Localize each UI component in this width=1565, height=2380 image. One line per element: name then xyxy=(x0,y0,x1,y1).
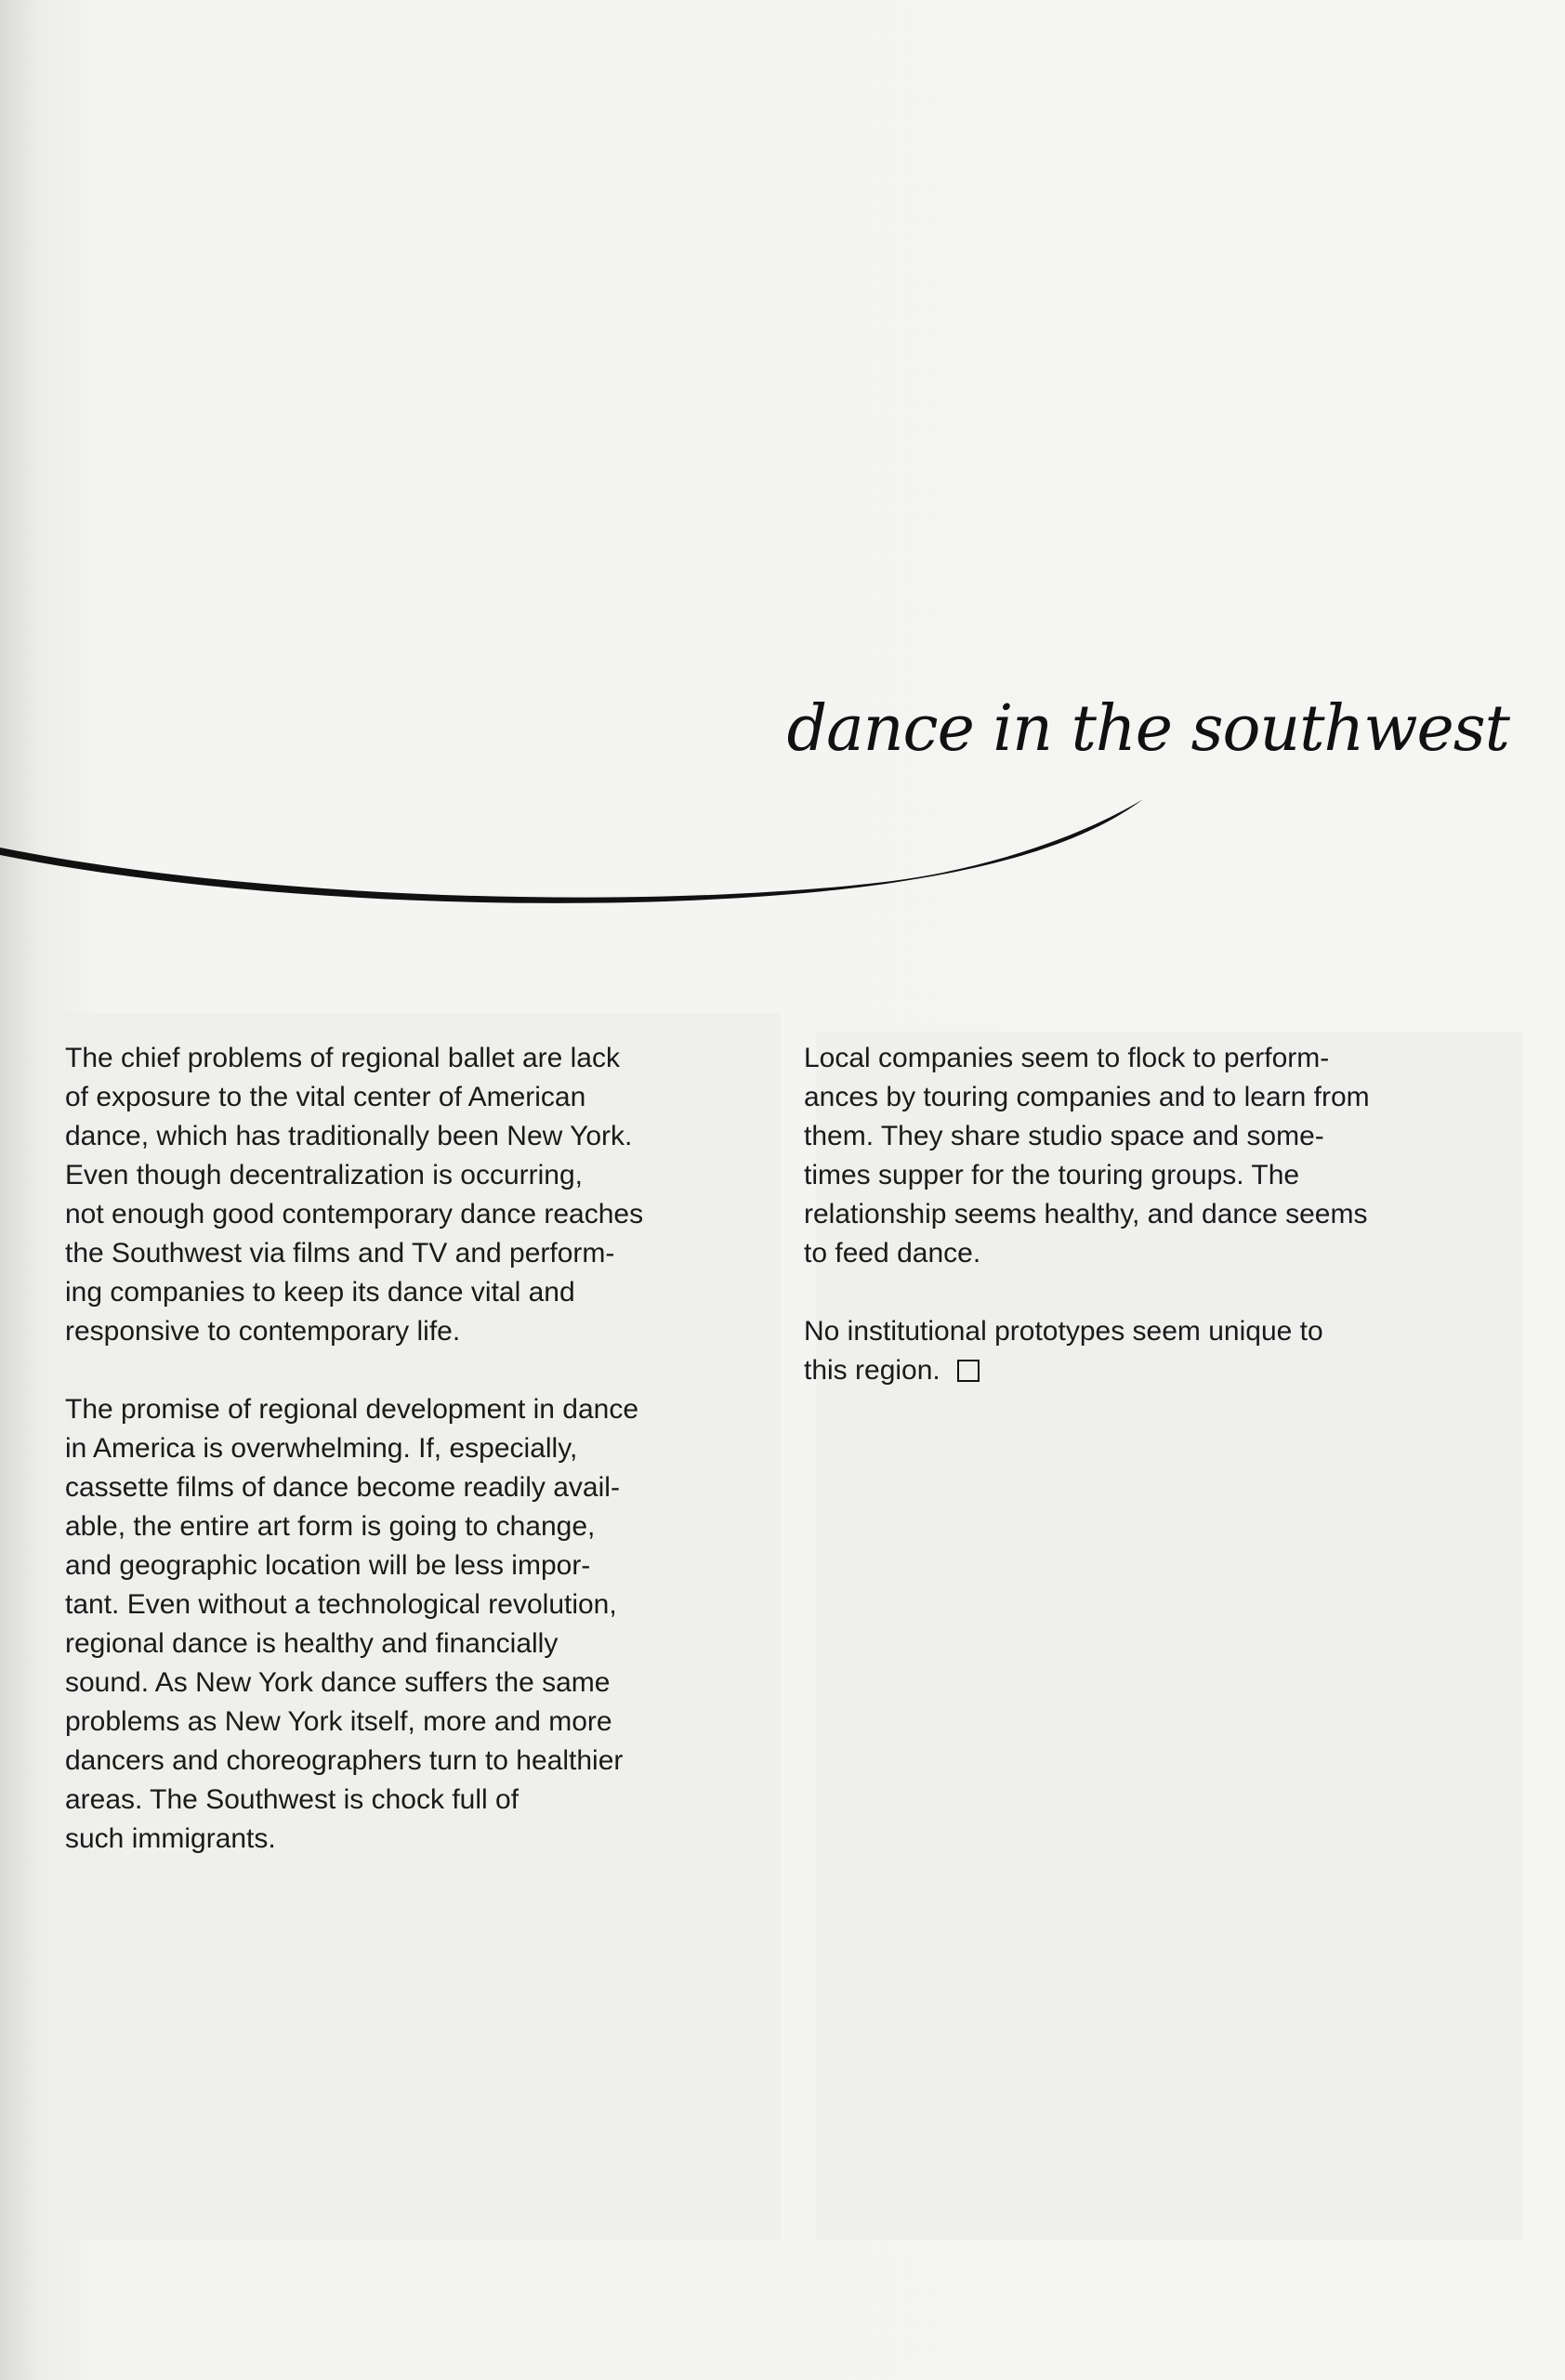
right-paragraph-1: Local companies seem to flock to perform- ances by touring companies and to learn from them. They share studio space and some- times supper for the touring groups. The relationship seems healthy, and dance seems to feed dance. xyxy=(804,1043,1370,1269)
left-paragraph-2: The promise of regional development in dance in America is overwhelming. If, especially, cassette films of dance become readily avail- able, the entire art form is going to change, and geographic location will be less impor- tant. Even without a technological revolution, regional dance is healthy and financially sound. As New York dance suffers the same problems as New York itself, more and more dancers and choreographers turn to healthier areas. The Southwest is chock full of such immigrants. xyxy=(65,1394,639,1854)
left-column xyxy=(65,1039,790,1859)
right-column xyxy=(804,1039,1529,1390)
end-mark-icon xyxy=(957,1360,980,1382)
decorative-swoosh-line xyxy=(0,781,1565,929)
right-paragraph-2: No institutional prototypes seem unique to this region. xyxy=(804,1316,1323,1386)
left-paragraph-1: The chief problems of regional ballet are lack of exposure to the vital center of American dance, which has traditionally been New York. Even though decentralization is occurring, not enough good contemporary dance reaches the Southwest via films and TV and perform- ing companies to keep its dance vital and responsive to contemporary life. xyxy=(65,1043,644,1347)
page-title: dance in the southwest xyxy=(786,692,1509,766)
right-paragraph-2-wrapper xyxy=(804,1312,1529,1390)
